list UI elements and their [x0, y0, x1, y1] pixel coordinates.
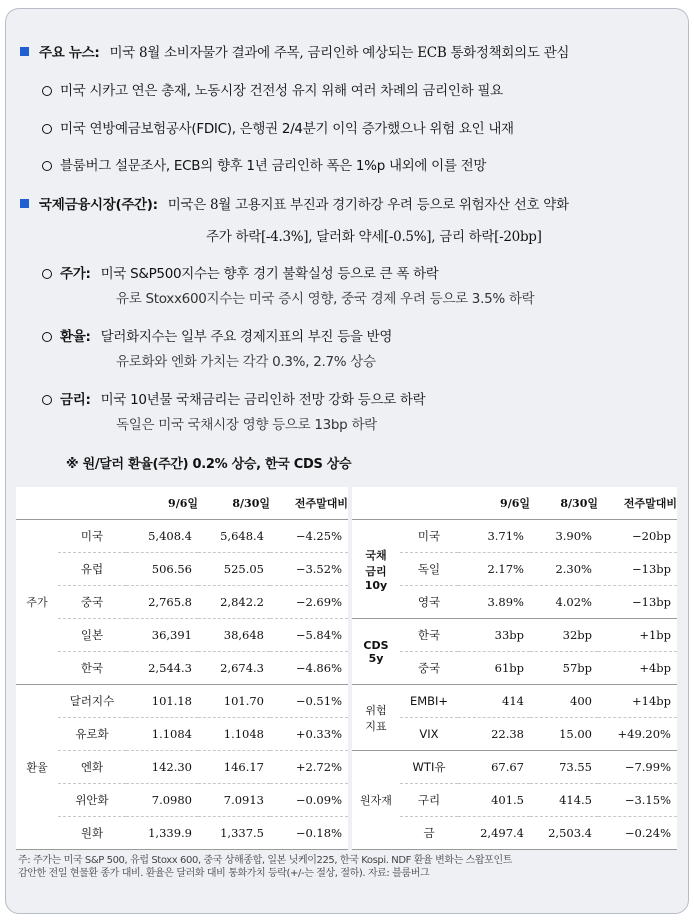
circle-bullet-icon [42, 395, 52, 405]
change-cell: −0.09% [270, 784, 348, 817]
value-cell: 22.38 [458, 718, 530, 751]
value-cell: 32bp [530, 619, 598, 652]
col-header: 9/6일 [126, 487, 198, 520]
col-header: 전주말대비 [270, 487, 348, 520]
value-cell: 2.17% [458, 553, 530, 586]
value-cell: 15.00 [530, 718, 598, 751]
col-header: 8/30일 [530, 487, 598, 520]
value-cell: 1.1048 [198, 718, 270, 751]
table-header-row [16, 487, 348, 520]
section-subline: 유로 Stoxx600지수는 미국 증시 영향, 중국 경제 우려 등으로 3.5% 하락 [116, 291, 535, 307]
value-cell: 2,503.4 [530, 817, 598, 850]
change-cell: −4.86% [270, 652, 348, 685]
circle-bullet-icon [42, 86, 52, 96]
change-cell: −3.15% [598, 784, 677, 817]
footnote-line: 주: 주가는 미국 S&P 500, 유럽 Stoxx 600, 중국 상해종합, 일본 닛케이225, 한국 Kospi. NDF 환율 변화는 스왑포인트 [18, 855, 512, 866]
footnote-line: 감안한 전일 현물환 종가 대비. 환율은 달러화 대비 통화가치 등락(+/-는 절상, 절하). 자료: 블룸버그 [18, 868, 430, 879]
change-cell: −3.52% [270, 553, 348, 586]
change-cell: +4bp [598, 652, 677, 685]
row-label: 달러지수 [58, 685, 126, 718]
row-label: 중국 [400, 652, 458, 685]
table-row [352, 520, 677, 553]
value-cell: 7.0980 [126, 784, 198, 817]
group-label: 환율 [16, 685, 58, 850]
section-subline: 유로화와 엔화 가치는 각각 0.3%, 2.7% 상승 [116, 354, 376, 370]
news-item [42, 79, 503, 99]
table-row [352, 718, 677, 751]
value-cell: 2,842.2 [198, 586, 270, 619]
table-row [352, 586, 677, 619]
row-label: 중국 [58, 586, 126, 619]
change-cell: −0.51% [270, 685, 348, 718]
group-label: 국채 금리 10y [352, 520, 400, 619]
market-summary-2: 주가 하락[-4.3%], 달러화 약세[-0.5%], 금리 하락[-20bp] [206, 229, 542, 245]
value-cell: 2,544.3 [126, 652, 198, 685]
section-line: 달러화지수는 일부 주요 경제지표의 부진 등을 반영 [100, 329, 393, 345]
row-label: 한국 [58, 652, 126, 685]
group-label: 주가 [16, 520, 58, 685]
value-cell: 5,408.4 [126, 520, 198, 553]
table-row [16, 685, 348, 718]
fx-note: ※ 원/달러 환율(주간) 0.2% 상승, 한국 CDS 상승 [66, 457, 352, 472]
circle-bullet-icon [42, 124, 52, 134]
square-bullet-icon [20, 47, 29, 56]
change-cell: −4.25% [270, 520, 348, 553]
value-cell: 506.56 [126, 553, 198, 586]
news-item [42, 154, 486, 174]
value-cell: 2,765.8 [126, 586, 198, 619]
row-label: 유럽 [58, 553, 126, 586]
change-cell: +0.33% [270, 718, 348, 751]
col-header: 전주말대비 [598, 487, 677, 520]
value-cell: 1,339.9 [126, 817, 198, 850]
table-row [16, 751, 348, 784]
section-head: 주가: [60, 266, 91, 282]
value-cell: 525.05 [198, 553, 270, 586]
table-row [16, 619, 348, 652]
table-row [352, 619, 677, 652]
value-cell: 400 [530, 685, 598, 718]
table-header-row [352, 487, 677, 520]
table-row [16, 718, 348, 751]
news-item [42, 117, 514, 137]
value-cell: 61bp [458, 652, 530, 685]
news-summary: 미국 8월 소비자물가 결과에 주목, 금리인하 예상되는 ECB 통화정책회의도 관심 [109, 45, 570, 61]
footnote [18, 854, 512, 880]
change-cell: −0.24% [598, 817, 677, 850]
table-row [16, 553, 348, 586]
news-item-text: 미국 연방예금보험공사(FDIC), 은행권 2/4분기 이익 증가했으나 위험 요인 내재 [60, 121, 514, 137]
market-section-stocks [42, 262, 439, 282]
market-section-fx [42, 325, 392, 345]
row-label: 독일 [400, 553, 458, 586]
change-cell: −20bp [598, 520, 677, 553]
value-cell: 2,497.4 [458, 817, 530, 850]
value-cell: 38,648 [198, 619, 270, 652]
value-cell: 4.02% [530, 586, 598, 619]
market-heading-row [20, 193, 569, 213]
change-cell: −5.84% [270, 619, 348, 652]
value-cell: 57bp [530, 652, 598, 685]
value-cell: 36,391 [126, 619, 198, 652]
row-label: 위안화 [58, 784, 126, 817]
value-cell: 101.18 [126, 685, 198, 718]
circle-bullet-icon [42, 332, 52, 342]
table-row [16, 520, 348, 553]
circle-bullet-icon [42, 269, 52, 279]
group-label: 위험 지표 [352, 685, 400, 751]
market-section-rates [42, 388, 425, 408]
table-row [352, 553, 677, 586]
value-cell: 73.55 [530, 751, 598, 784]
circle-bullet-icon [42, 161, 52, 171]
change-cell: +49.20% [598, 718, 677, 751]
right-table-body [352, 520, 677, 850]
row-label: 미국 [400, 520, 458, 553]
col-header: 8/30일 [198, 487, 270, 520]
row-label: 영국 [400, 586, 458, 619]
change-cell: −13bp [598, 553, 677, 586]
value-cell: 1,337.5 [198, 817, 270, 850]
table-row [352, 652, 677, 685]
news-heading-row [20, 41, 569, 61]
table-row [352, 751, 677, 784]
table-row [352, 784, 677, 817]
section-line: 미국 10년물 국채금리는 금리인하 전망 강화 등으로 하락 [100, 392, 426, 408]
value-cell: 414 [458, 685, 530, 718]
change-cell: +2.72% [270, 751, 348, 784]
group-label: CDS 5y [352, 619, 400, 685]
value-cell: 3.89% [458, 586, 530, 619]
col-header: 9/6일 [458, 487, 530, 520]
value-cell: 3.71% [458, 520, 530, 553]
news-heading: 주요 뉴스: [39, 45, 100, 61]
value-cell: 2,674.3 [198, 652, 270, 685]
section-line: 미국 S&P500지수는 향후 경기 불확실성 등으로 큰 폭 하락 [100, 266, 439, 282]
change-cell: −13bp [598, 586, 677, 619]
left-table-body [16, 520, 348, 850]
group-label: 원자재 [352, 751, 400, 850]
table-row [352, 685, 677, 718]
row-label: 구리 [400, 784, 458, 817]
table-row [16, 586, 348, 619]
value-cell: 3.90% [530, 520, 598, 553]
change-cell: +1bp [598, 619, 677, 652]
market-summary: 미국은 8월 고용지표 부진과 경기하강 우려 등으로 위험자산 선호 약화 [167, 197, 569, 213]
square-bullet-icon [20, 199, 29, 208]
table-row [16, 817, 348, 850]
value-cell: 2.30% [530, 553, 598, 586]
value-cell: 146.17 [198, 751, 270, 784]
change-cell: −0.18% [270, 817, 348, 850]
change-cell: −2.69% [270, 586, 348, 619]
market-heading: 국제금융시장(주간): [39, 197, 158, 213]
section-head: 금리: [60, 392, 91, 408]
row-label: WTI유 [400, 751, 458, 784]
row-label: 금 [400, 817, 458, 850]
value-cell: 67.67 [458, 751, 530, 784]
change-cell: −7.99% [598, 751, 677, 784]
value-cell: 401.5 [458, 784, 530, 817]
table-row [16, 784, 348, 817]
row-label: 유로화 [58, 718, 126, 751]
row-label: 엔화 [58, 751, 126, 784]
table-row [352, 817, 677, 850]
row-label: 원화 [58, 817, 126, 850]
row-label: 한국 [400, 619, 458, 652]
value-cell: 33bp [458, 619, 530, 652]
value-cell: 7.0913 [198, 784, 270, 817]
news-item-text: 블룸버그 설문조사, ECB의 향후 1년 금리인하 폭은 1%p 내외에 이를 전망 [60, 158, 487, 174]
row-label: 일본 [58, 619, 126, 652]
section-subline: 독일은 미국 국채시장 영향 등으로 13bp 하락 [116, 417, 377, 433]
row-label: VIX [400, 718, 458, 751]
news-item-text: 미국 시카고 연은 총재, 노동시장 건전성 유지 위해 여러 차례의 금리인하 필요 [60, 83, 503, 99]
value-cell: 142.30 [126, 751, 198, 784]
right-market-table [352, 487, 677, 850]
value-cell: 5,648.4 [198, 520, 270, 553]
value-cell: 101.70 [198, 685, 270, 718]
value-cell: 414.5 [530, 784, 598, 817]
row-label: 미국 [58, 520, 126, 553]
section-head: 환율: [60, 329, 91, 345]
table-row [16, 652, 348, 685]
change-cell: +14bp [598, 685, 677, 718]
row-label: EMBI+ [400, 685, 458, 718]
left-market-table [16, 487, 348, 850]
value-cell: 1.1084 [126, 718, 198, 751]
